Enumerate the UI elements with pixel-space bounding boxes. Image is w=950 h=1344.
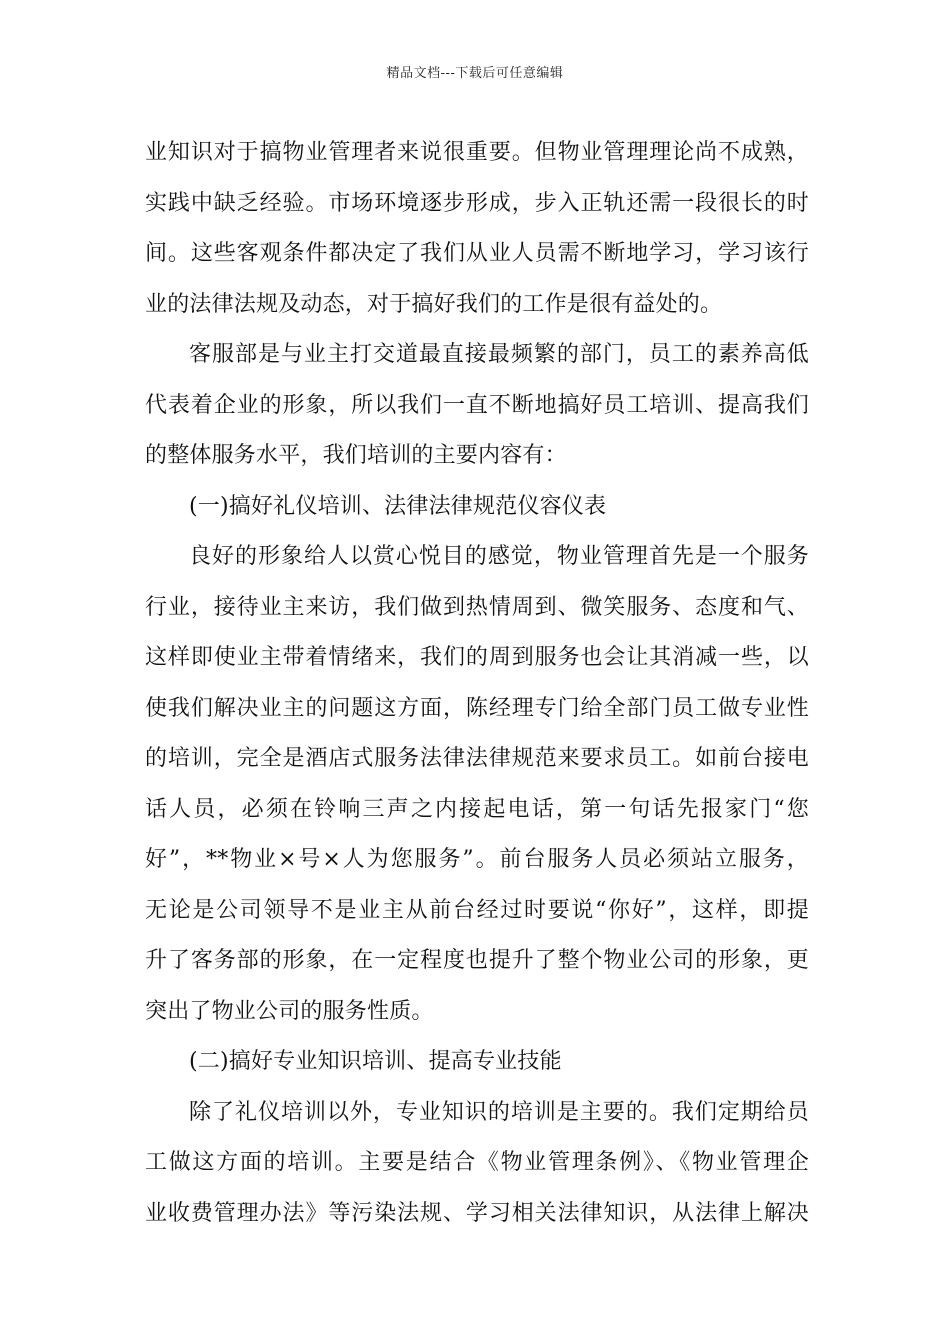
text-line: 突出了物业公司的服务性质。 xyxy=(145,998,434,1024)
text-line: 代表着企业的形象，所以我们一直不断地搞好员工培训、提高我们 xyxy=(145,392,809,418)
text-line: (一)搞好礼仪培训、法律法律规范仪容仪表 xyxy=(189,493,607,519)
text-line: 话人员，必须在铃响三声之内接起电话，第一句话先报家门“您 xyxy=(145,796,809,822)
text-line: 无论是公司领导不是业主从前台经过时要说“你好”，这样，即提 xyxy=(145,897,809,923)
text-line: 业知识对于搞物业管理者来说很重要。但物业管理理论尚不成熟， xyxy=(145,140,809,165)
text-line: 升了客务部的形象，在一定程度也提升了整个物业公司的形象，更 xyxy=(145,948,809,973)
document-body xyxy=(145,128,809,1239)
text-line: 的整体服务水平，我们培训的主要内容有： xyxy=(145,443,567,468)
text-line: 除了礼仪培训以外，专业知识的培训是主要的。我们定期给员 xyxy=(189,1099,809,1125)
text-line: 客服部是与业主打交道最直接最频繁的部门，员工的素养高低 xyxy=(189,342,809,367)
text-line: 良好的形象给人以赏心悦目的感觉，物业管理首先是一个服务 xyxy=(189,544,809,569)
text-line: 这样即使业主带着情绪来，我们的周到服务也会让其消减一些，以 xyxy=(145,645,809,670)
text-line: (二)搞好专业知识培训、提高专业技能 xyxy=(189,1049,562,1074)
text-line: 行业，接待业主来访，我们做到热情周到、微笑服务、态度和气、 xyxy=(145,594,809,620)
page-header: 精品文档---下载后可任意编辑 xyxy=(386,66,564,81)
text-line: 好”，**物业×号×人为您服务”。前台服务人员必须站立服务， xyxy=(145,847,809,872)
text-line: 间。这些客观条件都决定了我们从业人员需不断地学习，学习该行 xyxy=(145,241,809,266)
text-line: 实践中缺乏经验。市场环境逐步形成，步入正轨还需一段很长的时 xyxy=(145,190,809,216)
text-line: 工做这方面的培训。主要是结合《物业管理条例》、《物业管理企 xyxy=(145,1150,809,1175)
text-line: 使我们解决业主的问题这方面，陈经理专门给全部门员工做专业性 xyxy=(145,695,809,721)
text-line: 业收费管理办法》等污染法规、学习相关法律知识，从法律上解决 xyxy=(145,1200,809,1226)
text-line: 业的法律法规及动态，对于搞好我们的工作是很有益处的。 xyxy=(145,291,723,317)
text-line: 的培训，完全是酒店式服务法律法律规范来要求员工。如前台接电 xyxy=(145,746,809,771)
